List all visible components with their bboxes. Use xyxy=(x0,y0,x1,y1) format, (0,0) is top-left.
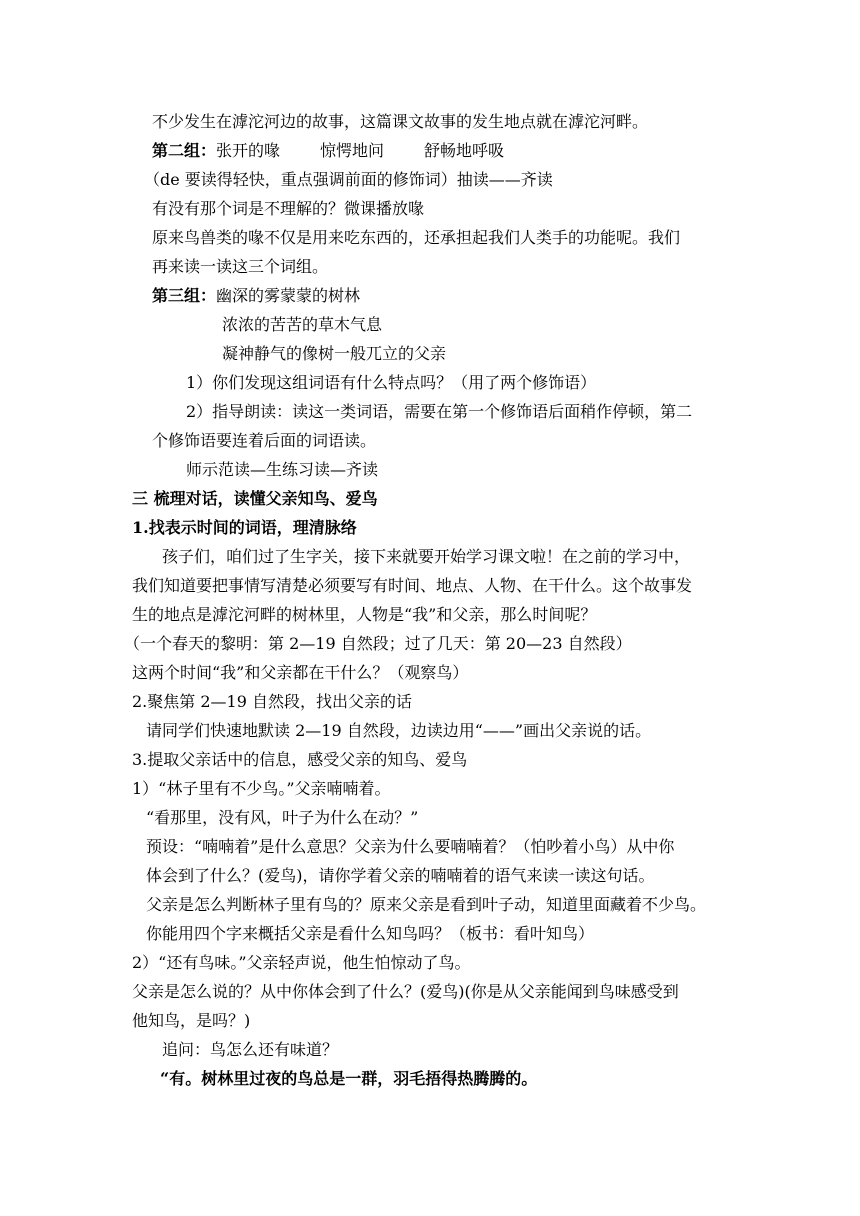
paragraph-line: 孩子们，咱们过了生字关，接下来就要开始学习课文啦！在之前的学习中， xyxy=(162,547,691,566)
paragraph-line: 父亲是怎么说的？从中你体会到了什么？(爱鸟)(你是从父亲能闻到鸟味感受到 xyxy=(132,982,679,1001)
paragraph-line: 生的地点是滹沱河畔的树林里，人物是“我”和父亲，那么时间呢？ xyxy=(132,605,597,624)
group-3-word-1: 幽深的雾蒙蒙的树林 xyxy=(216,286,361,305)
text-line: 再来读一读这三个词组。 xyxy=(152,257,329,276)
step-2-heading: 2.聚焦第 2—19 自然段，找出父亲的话 xyxy=(132,692,412,711)
group-2-word-3: 舒畅地呼吸 xyxy=(424,141,505,160)
item-2-quote: 2）“还有鸟味。”父亲轻声说，他生怕惊动了鸟。 xyxy=(132,953,471,972)
group-2-line xyxy=(152,141,504,160)
item-1-quote-2: “看那里，没有风，叶子为什么在动？” xyxy=(146,808,419,827)
question-2: 2）指导朗读：读这一类词语，需要在第一个修饰语后面稍作停顿，第二 xyxy=(186,402,693,421)
text-line: 有没有那个词是不理解的？微课播放喙 xyxy=(152,199,425,218)
text-line: 不少发生在滹沱河边的故事，这篇课文故事的发生地点就在滹沱河畔。 xyxy=(152,112,649,131)
paragraph-line: 父亲是怎么判断林子里有鸟的？原来父亲是看到叶子动，知道里面藏着不少鸟。 xyxy=(146,895,707,914)
text-line: （de 要读得轻快，重点强调前面的修饰词）抽读——齐读 xyxy=(144,170,553,189)
paragraph-line: 请同学们快速地默读 2—19 自然段，边读边用“——”画出父亲说的话。 xyxy=(146,721,652,740)
group-3-word-2: 浓浓的苦苦的草木气息 xyxy=(222,315,383,334)
group-2-word-2: 惊愕地问 xyxy=(320,141,385,160)
group-3-label: 第三组： xyxy=(152,286,217,305)
step-3-heading: 3.提取父亲话中的信息，感受父亲的知鸟、爱鸟 xyxy=(132,750,468,769)
paragraph-line: 这两个时间“我”和父亲都在干什么？（观察鸟） xyxy=(132,663,469,682)
paragraph-line: 我们知道要把事情写清楚必须要写有时间、地点、人物、在干什么。这个故事发 xyxy=(132,576,693,595)
paragraph-line: （一个春天的黎明：第 2—19 自然段；过了几天：第 20—23 自然段） xyxy=(124,634,632,653)
follow-up-question: 追问：鸟怎么还有味道？ xyxy=(162,1040,339,1059)
model-reading: 师示范读—生练习读—齐读 xyxy=(186,460,379,479)
group-2-word-1: 张开的喙 xyxy=(216,141,281,160)
paragraph-line: 他知鸟，是吗？) xyxy=(132,1011,251,1030)
paragraph-line: 你能用四个字来概括父亲是看什么知鸟吗？（板书：看叶知鸟） xyxy=(146,924,595,943)
item-1-quote: 1）“林子里有不少鸟。”父亲喃喃着。 xyxy=(132,779,391,798)
section-heading: 三 梳理对话，读懂父亲知鸟、爱鸟 xyxy=(132,489,378,508)
group-3-line xyxy=(152,286,360,305)
bold-quote: “有。树林里过夜的鸟总是一群，羽毛捂得热腾腾的。 xyxy=(160,1069,538,1088)
step-1-heading: 1.找表示时间的词语，理清脉络 xyxy=(132,518,357,537)
group-2-label: 第二组： xyxy=(152,141,217,160)
group-3-word-3: 凝神静气的像树一般兀立的父亲 xyxy=(222,344,447,363)
paragraph-line: 预设：“喃喃着”是什么意思？父亲为什么要喃喃着？（怕吵着小鸟）从中你 xyxy=(146,837,675,856)
question-1: 1）你们发现这组词语有什么特点吗？（用了两个修饰语） xyxy=(186,373,597,392)
question-2-cont: 个修饰语要连着后面的词语读。 xyxy=(152,431,377,450)
paragraph-line: 体会到了什么？(爱鸟)，请你学着父亲的喃喃着的语气来读一读这句话。 xyxy=(146,866,655,885)
text-line: 原来鸟兽类的喙不仅是用来吃东西的，还承担起我们人类手的功能呢。我们 xyxy=(152,228,681,247)
